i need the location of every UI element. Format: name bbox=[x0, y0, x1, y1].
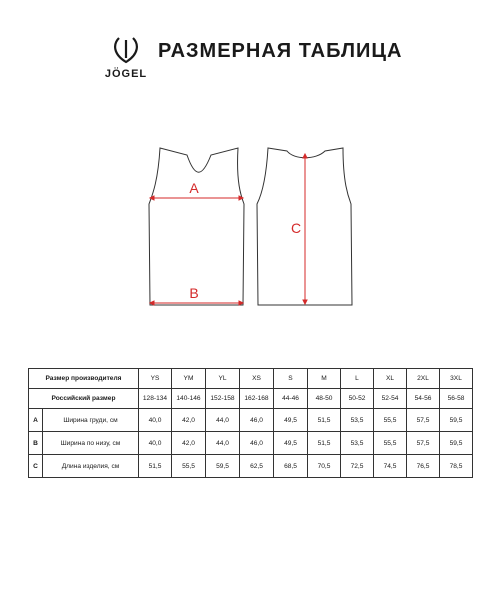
value-cell: 40,0 bbox=[139, 409, 172, 432]
front-view bbox=[149, 148, 244, 305]
value-cell: 55,5 bbox=[374, 432, 407, 455]
russian-size-cell: 52-54 bbox=[374, 389, 407, 409]
russian-size-cell: 50-52 bbox=[341, 389, 374, 409]
value-cell: 74,5 bbox=[374, 455, 407, 478]
value-cell: 70,5 bbox=[308, 455, 341, 478]
size-cell: S bbox=[274, 369, 308, 389]
russian-size-row bbox=[29, 389, 473, 409]
russian-size-cell: 128-134 bbox=[139, 389, 172, 409]
value-cell: 55,5 bbox=[374, 409, 407, 432]
russian-size-cell: 44-46 bbox=[274, 389, 308, 409]
value-cell: 51,5 bbox=[308, 409, 341, 432]
size-cell: 3XL bbox=[440, 369, 473, 389]
page-title: РАЗМЕРНАЯ ТАБЛИЦА bbox=[158, 40, 403, 62]
table-row bbox=[29, 409, 473, 432]
garment-diagram bbox=[0, 130, 499, 330]
size-cell: XL bbox=[374, 369, 407, 389]
header-label: Размер производителя bbox=[29, 369, 139, 389]
size-cell: YS bbox=[139, 369, 172, 389]
measure-label-b: B bbox=[189, 285, 199, 301]
value-cell: 51,5 bbox=[139, 455, 172, 478]
size-cell: XS bbox=[240, 369, 274, 389]
table-row bbox=[29, 455, 473, 478]
table-header-row bbox=[29, 369, 473, 389]
value-cell: 40,0 bbox=[139, 432, 172, 455]
russian-size-cell: 140-146 bbox=[172, 389, 206, 409]
row-label: Ширина груди, см bbox=[43, 409, 139, 432]
size-cell: M bbox=[308, 369, 341, 389]
value-cell: 44,0 bbox=[206, 409, 240, 432]
size-cell: 2XL bbox=[407, 369, 440, 389]
value-cell: 57,5 bbox=[407, 409, 440, 432]
brand-name: JÖGEL bbox=[104, 68, 148, 80]
value-cell: 76,5 bbox=[407, 455, 440, 478]
value-cell: 42,0 bbox=[172, 432, 206, 455]
row-letter: B bbox=[29, 432, 43, 455]
row-label: Ширина по низу, см bbox=[43, 432, 139, 455]
value-cell: 57,5 bbox=[407, 432, 440, 455]
value-cell: 53,5 bbox=[341, 409, 374, 432]
russian-size-cell: 56-58 bbox=[440, 389, 473, 409]
value-cell: 78,5 bbox=[440, 455, 473, 478]
value-cell: 44,0 bbox=[206, 432, 240, 455]
size-cell: YM bbox=[172, 369, 206, 389]
row-label: Длина изделия, см bbox=[43, 455, 139, 478]
value-cell: 46,0 bbox=[240, 409, 274, 432]
row-letter: A bbox=[29, 409, 43, 432]
size-table bbox=[28, 368, 473, 478]
value-cell: 59,5 bbox=[440, 409, 473, 432]
value-cell: 53,5 bbox=[341, 432, 374, 455]
value-cell: 68,5 bbox=[274, 455, 308, 478]
value-cell: 42,0 bbox=[172, 409, 206, 432]
size-cell: YL bbox=[206, 369, 240, 389]
russian-size-cell: 54-56 bbox=[407, 389, 440, 409]
value-cell: 46,0 bbox=[240, 432, 274, 455]
russian-size-cell: 162-168 bbox=[240, 389, 274, 409]
measure-label-c: C bbox=[290, 220, 302, 236]
brand-logo bbox=[96, 36, 156, 82]
value-cell: 49,5 bbox=[274, 432, 308, 455]
value-cell: 59,5 bbox=[206, 455, 240, 478]
value-cell: 55,5 bbox=[172, 455, 206, 478]
value-cell: 72,5 bbox=[341, 455, 374, 478]
value-cell: 59,5 bbox=[440, 432, 473, 455]
russian-size-cell: 152-158 bbox=[206, 389, 240, 409]
russian-size-cell: 48-50 bbox=[308, 389, 341, 409]
size-cell: L bbox=[341, 369, 374, 389]
value-cell: 62,5 bbox=[240, 455, 274, 478]
value-cell: 51,5 bbox=[308, 432, 341, 455]
table-row bbox=[29, 432, 473, 455]
russian-size-label: Российский размер bbox=[29, 389, 139, 409]
jogel-logo-icon bbox=[111, 36, 141, 64]
measure-label-a: A bbox=[189, 180, 199, 196]
value-cell: 49,5 bbox=[274, 409, 308, 432]
row-letter: C bbox=[29, 455, 43, 478]
